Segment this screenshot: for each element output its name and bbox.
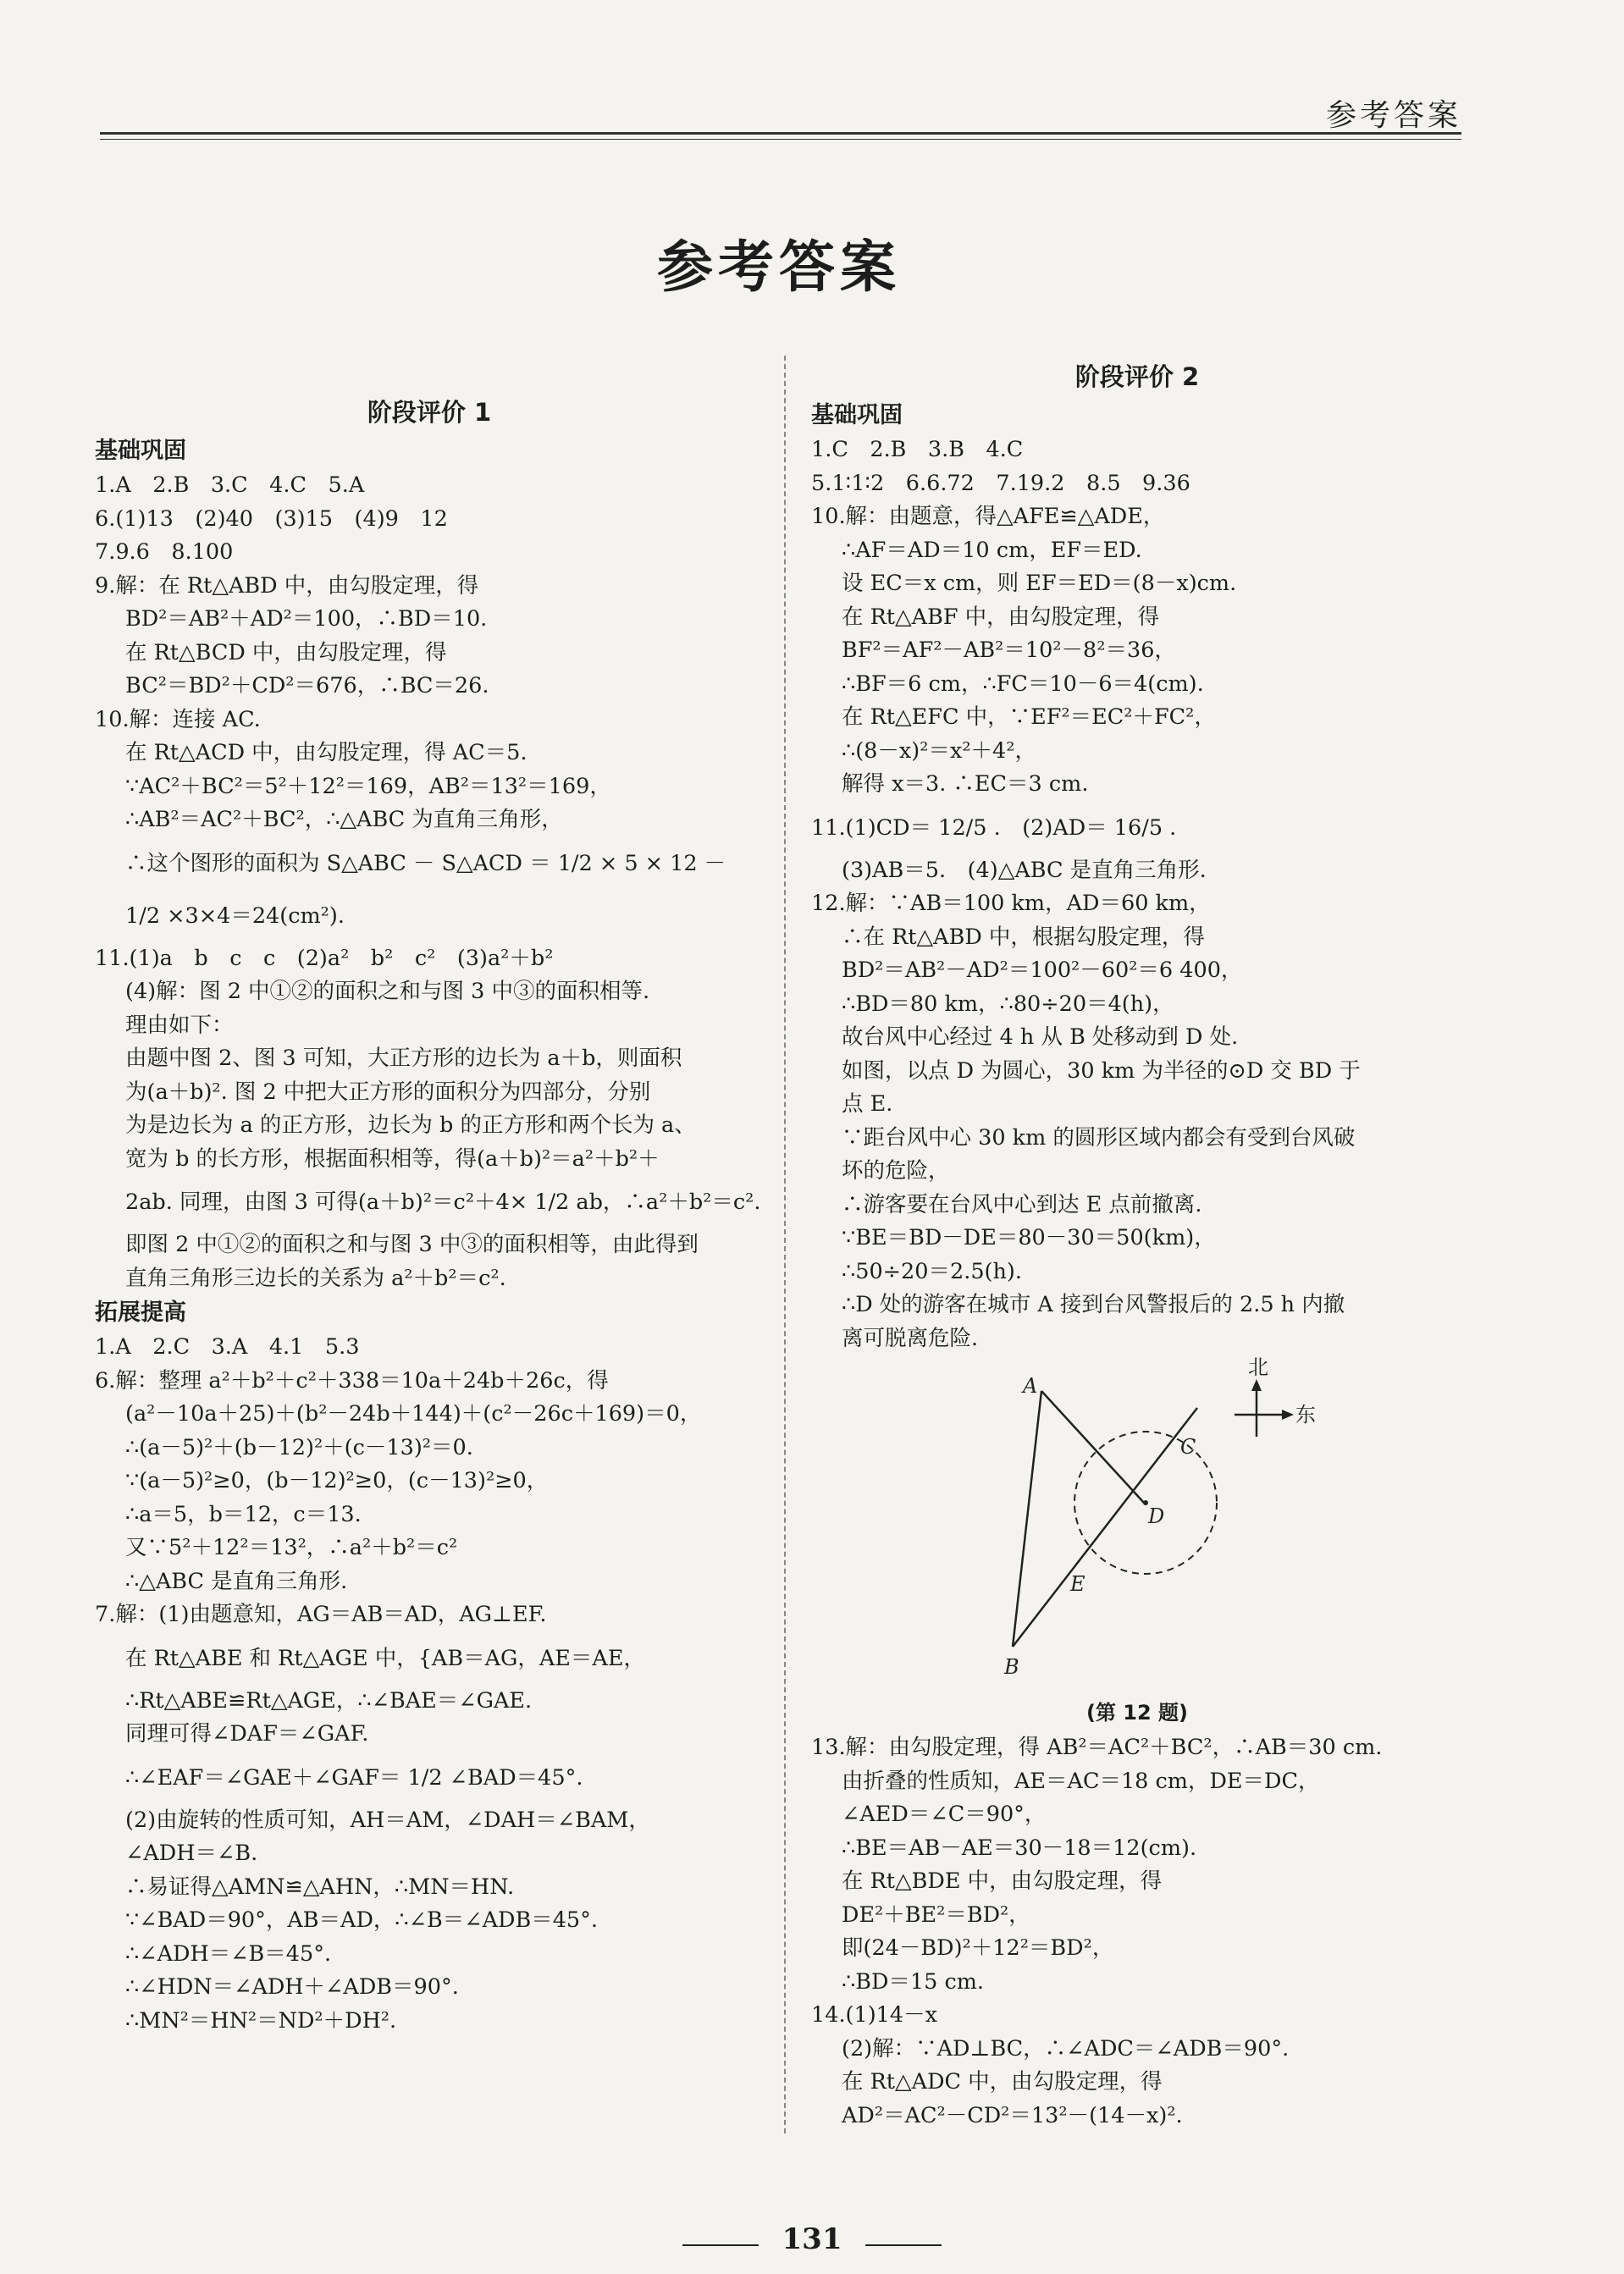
answer-line: (a²－10a＋25)＋(b²－24b＋144)＋(c²－26c＋169)＝0， [125, 1401, 702, 1427]
answer-line: ∴a＝5，b＝12，c＝13. [125, 1501, 362, 1527]
answer-line: (4)解：图 2 中①②的面积之和与图 3 中③的面积相等. [125, 979, 650, 1004]
answer-line: 13.解：由勾股定理，得 AB²＝AC²＋BC²，∴AB＝30 cm. [811, 1735, 1383, 1760]
north-label: 北 [1248, 1355, 1268, 1379]
answer-line: 6.解：整理 a²＋b²＋c²＋338＝10a＋24b＋26c，得 [95, 1367, 609, 1394]
answer-line: ∵BE＝BD－DE＝80－30＝50(km)， [842, 1225, 1216, 1250]
answer-line: 如图，以点 D 为圆心，30 km 为半径的⊙D 交 BD 于 [842, 1057, 1361, 1084]
north-arrow-head [1251, 1379, 1262, 1391]
answer-line: 9.解：在 Rt△ABD 中，由勾股定理，得 [95, 572, 479, 599]
answer-line: 1.A 2.C 3.A 4.1 5.3 [95, 1334, 360, 1360]
segment-ab [1013, 1391, 1041, 1647]
decorative-rule [865, 2244, 942, 2246]
answer-line: BD²＝AB²＋AD²＝100，∴BD＝10. [125, 606, 488, 632]
answer-line: 1.C 2.B 3.B 4.C [811, 437, 1024, 462]
column-divider [784, 356, 786, 2133]
right-column [811, 356, 1463, 2133]
answer-line: 故台风中心经过 4 h 从 B 处移动到 D 处. [842, 1024, 1239, 1050]
answer-line: 由折叠的性质知，AE＝AC＝18 cm，DE＝DC， [842, 1768, 1320, 1794]
answer-line: 设 EC＝x cm，则 EF＝ED＝(8－x)cm. [842, 571, 1237, 596]
answer-line: 即(24－BD)²＋12²＝BD²， [842, 1935, 1114, 1961]
figure-caption: (第 12 题) [1085, 1701, 1189, 1725]
answer-line: ∴这个图形的面积为 S△ABC － S△ACD ＝ 1/2 × 5 × 12 － [125, 850, 726, 876]
answer-line: ∴∠ADH＝∠B＝45°. [125, 1940, 332, 1967]
answer-line: BD²＝AB²－AD²＝100²－60²＝6 400， [842, 958, 1243, 983]
answer-line: 宽为 b 的长方形，根据面积相等，得(a＋b)²＝a²＋b²＋ [125, 1145, 660, 1172]
page-title: 参考答案 [657, 235, 901, 300]
answer-line: ∠ADH＝∠B. [125, 1841, 258, 1866]
page-number-area [0, 2222, 1624, 2256]
geometry-diagram [1004, 1355, 1316, 1691]
answer-line: (2)由旋转的性质可知，AH＝AM，∠DAH＝∠BAM， [125, 1807, 650, 1833]
answer-line: ∴D 处的游客在城市 A 接到台风警报后的 2.5 h 内撤 [842, 1292, 1345, 1317]
answer-line: 在 Rt△ABF 中，由勾股定理，得 [842, 604, 1160, 630]
answer-line: ∠AED＝∠C＝90°， [842, 1802, 1047, 1827]
label-a: A [1023, 1374, 1038, 1398]
answer-line: 在 Rt△EFC 中，∵EF²＝EC²＋FC²， [842, 704, 1216, 730]
answer-line: BC²＝BD²＋CD²＝676，∴BC＝26. [125, 673, 489, 698]
answer-line: 即图 2 中①②的面积之和与图 3 中③的面积相等，由此得到 [125, 1232, 699, 1257]
answer-line: ∴(8－x)²＝x²＋4²， [842, 737, 1036, 764]
section-title: 阶段评价 2 [1074, 362, 1200, 391]
label-d: D [1148, 1504, 1165, 1528]
answer-line: ∴BF＝6 cm，∴FC＝10－6＝4(cm). [842, 671, 1204, 697]
answer-line: 由题中图 2、图 3 可知，大正方形的边长为 a＋b，则面积 [125, 1046, 682, 1071]
answer-line: ∴AF＝AD＝10 cm，EF＝ED. [842, 537, 1142, 563]
answer-line: 在 Rt△BDE 中，由勾股定理，得 [842, 1868, 1163, 1894]
answer-line: 11.(1)CD＝ 12/5 . (2)AD＝ 16/5 . [811, 814, 1177, 841]
answer-line: 10.解：由题意，得△AFE≌△ADE， [811, 504, 1165, 529]
answer-line: 坏的危险， [842, 1158, 950, 1184]
answer-line: ∵距台风中心 30 km 的圆形区域内都会有受到台风破 [842, 1124, 1356, 1151]
east-label: 东 [1295, 1403, 1316, 1427]
answer-line: ∴BE＝AB－AE＝30－18＝12(cm). [842, 1835, 1197, 1861]
label-e: E [1070, 1572, 1085, 1596]
answer-line: 在 Rt△ABE 和 Rt△AGE 中，{AB＝AG，AE＝AE， [125, 1645, 645, 1671]
answer-line: 在 Rt△BCD 中，由勾股定理，得 [125, 639, 447, 665]
answer-line: 为(a＋b)². 图 2 中把大正方形的面积分为四部分，分别 [125, 1079, 651, 1105]
answer-line: 5.1∶1∶2 6.6.72 7.19.2 8.5 9.36 [811, 470, 1190, 496]
answer-line: (3)AB＝5. (4)△ABC 是直角三角形. [842, 857, 1207, 883]
answer-line: ∵AC²＋BC²＝5²＋12²＝169，AB²＝13²＝169， [125, 773, 611, 799]
answer-line: ∴50÷20＝2.5(h). [842, 1258, 1022, 1284]
answer-line: 14.(1)14－x [811, 2002, 938, 2028]
typhoon-figure [1004, 1355, 1316, 1691]
page-number: 131 [782, 2222, 842, 2256]
answer-line: 理由如下： [125, 1012, 234, 1038]
section-title: 阶段评价 1 [367, 398, 492, 427]
answer-line: ∵(a－5)²≥0，(b－12)²≥0，(c－13)²≥0， [125, 1468, 549, 1493]
answer-line: 离可脱离危险. [842, 1325, 979, 1351]
answer-line: (2)解：∵AD⊥BC，∴∠ADC＝∠ADB＝90°. [842, 2035, 1290, 2062]
answer-line: ∴易证得△AMN≌△AHN，∴MN＝HN. [125, 1874, 515, 1900]
segment-ad [1041, 1391, 1144, 1503]
answer-line: 解得 x＝3. ∴EC＝3 cm. [842, 771, 1089, 797]
answer-line: BF²＝AF²－AB²＝10²－8²＝36， [842, 637, 1176, 663]
header-rule [100, 132, 1461, 135]
answer-line: ∴在 Rt△ABD 中，根据勾股定理，得 [842, 924, 1205, 950]
answer-line: 10.解：连接 AC. [95, 706, 261, 732]
answer-line: ∴BD＝15 cm. [842, 1968, 985, 1995]
answer-line: DE²＋BE²＝BD²， [842, 1901, 1030, 1928]
answer-line: ∴游客要在台风中心到达 E 点前撤离. [842, 1191, 1202, 1217]
answer-line: 1.A 2.B 3.C 4.C 5.A [95, 472, 365, 498]
east-arrow-head [1282, 1410, 1294, 1420]
answer-line: ∴△ABC 是直角三角形. [125, 1568, 348, 1594]
answer-line: 又∵5²＋12²＝13²，∴a²＋b²＝c² [125, 1535, 458, 1560]
header-label: 参考答案 [1325, 98, 1461, 133]
answer-line: ∴AB²＝AC²＋BC²，∴△ABC 为直角三角形， [125, 807, 563, 832]
answer-line: 在 Rt△ACD 中，由勾股定理，得 AC＝5. [125, 740, 528, 765]
header-rule-thin [100, 139, 1461, 140]
left-column [95, 391, 764, 2038]
answer-line: ∴MN²＝HN²＝ND²＋DH². [125, 2007, 397, 2034]
answer-line: ∴∠HDN＝∠ADH＋∠ADB＝90°. [125, 1974, 459, 2000]
answer-line: 在 Rt△ADC 中，由勾股定理，得 [842, 2069, 1163, 2095]
answer-line: 1/2 ×3×4＝24(cm²). [125, 902, 345, 929]
subsection-label: 基础巩固 [95, 438, 186, 464]
answer-line: 同理可得∠DAF＝∠GAF. [125, 1721, 369, 1747]
answer-line: 7.解：(1)由题意知，AG＝AB＝AD，AG⊥EF. [95, 1602, 547, 1627]
answer-line: AD²＝AC²－CD²＝13²－(14－x)². [842, 2102, 1183, 2128]
answer-line: 2ab. 同理，由图 3 可得(a＋b)²＝c²＋4× 1/2 ab，∴a²＋b²＝c². [125, 1189, 761, 1215]
subsection-label: 基础巩固 [811, 402, 903, 428]
answer-line: ∴(a－5)²＋(b－12)²＋(c－13)²＝0. [125, 1434, 473, 1460]
answer-line: 12.解：∵AB＝100 km，AD＝60 km， [811, 891, 1211, 916]
decorative-rule [682, 2244, 759, 2246]
answer-line: 直角三角形三边长的关系为 a²＋b²＝c². [125, 1265, 506, 1291]
answer-line: ∵∠BAD＝90°，AB＝AD，∴∠B＝∠ADB＝45°. [125, 1907, 598, 1933]
answer-line: 点 E. [842, 1091, 893, 1117]
answer-line: 7.9.6 8.100 [95, 539, 234, 565]
answer-line: ∴Rt△ABE≌Rt△AGE，∴∠BAE＝∠GAE. [125, 1687, 533, 1714]
answer-line: ∴BD＝80 km，∴80÷20＝4(h)， [842, 991, 1174, 1017]
label-c: C [1180, 1435, 1196, 1459]
subsection-label: 拓展提高 [95, 1300, 186, 1326]
answer-line: ∴∠EAF＝∠GAE＋∠GAF＝ 1/2 ∠BAD＝45°. [125, 1764, 583, 1791]
answer-line: 6.(1)13 (2)40 (3)15 (4)9 12 [95, 505, 448, 532]
answer-line: 为是边长为 a 的正方形，边长为 b 的正方形和两个长为 a、 [125, 1112, 696, 1138]
label-b: B [1004, 1655, 1019, 1679]
segment-bd [1013, 1408, 1197, 1647]
answer-line: 11.(1)a b c c (2)a² b² c² (3)a²＋b² [95, 945, 554, 971]
